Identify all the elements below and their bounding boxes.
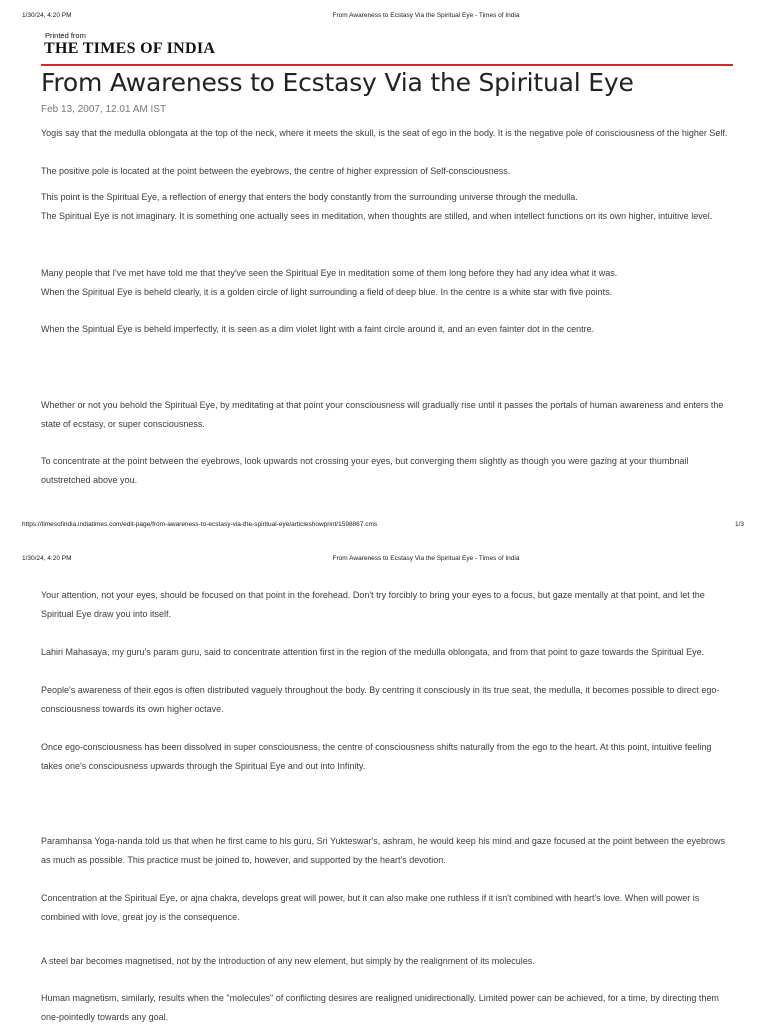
header-rule bbox=[41, 64, 733, 66]
paragraph: Lahiri Mahasaya, my guru's param guru, said to concentrate attention first in the region of the medulla oblongata, and from that point to gaze towards the Spiritual Eye. bbox=[41, 647, 705, 657]
paragraph: Human magnetism, similarly, results when the "molecules" of conflicting desires are realigned unidirectionally. Limited power can be achieved, for a time, by directing them one-pointedly towards any goal. bbox=[41, 993, 719, 1022]
paragraph: People's awareness of their egos is often distributed vaguely throughout the body. By centring it consciously in its true seat, the medulla, it becomes possible to direct ego-consciousness towards its own higher octave. bbox=[41, 685, 720, 714]
print-page-title: From Awareness to Ecstasy Via the Spiritual Eye - Times of India bbox=[332, 555, 520, 562]
brand-logo: THE TIMES OF INDIA bbox=[44, 40, 216, 57]
article-url: https://timesofindia.indiatimes.com/edit-page/from-awareness-to-ecstasy-via-the-spiritual-eye/articleshowprint/1598867.cms bbox=[22, 521, 378, 528]
paragraph: Whether or not you behold the Spiritual Eye, by meditating at that point your consciousness will gradually rise until it passes the portals of human awareness and enters the state of ecstasy, or super consciousness. bbox=[41, 400, 724, 429]
article-title: From Awareness to Ecstasy Via the Spiritual Eye bbox=[41, 68, 634, 97]
article-date: Feb 13, 2007, 12.01 AM IST bbox=[41, 104, 167, 115]
paragraph: Your attention, not your eyes, should be focused on that point in the forehead. Don't try forcibly to bring your eyes to a focus, but gaze mentally at that point, and let the Spiritual Eye draw you into itself. bbox=[41, 590, 705, 619]
print-timestamp: 1/30/24, 4:20 PM bbox=[22, 12, 72, 19]
paragraph: This point is the Spiritual Eye, a reflection of energy that enters the body constantly from the surrounding universe through the medulla. bbox=[41, 192, 578, 202]
paragraph: To concentrate at the point between the eyebrows, look upwards not crossing your eyes, but converging them slightly as though you were gazing at your thumbnail outstretched above you. bbox=[41, 456, 689, 485]
print-timestamp: 1/30/24, 4:20 PM bbox=[22, 555, 72, 562]
paragraph: Once ego-consciousness has been dissolved in super consciousness, the centre of consciousness shifts naturally from the ego to the heart. At this point, intuitive feeling takes one's consciousness upwards through the Spiritual Eye and out into Infinity. bbox=[41, 742, 712, 771]
print-header-page-2 bbox=[0, 555, 768, 567]
paragraph: Many people that I've met have told me that they've seen the Spiritual Eye in meditation some of them long before they had any idea what it was. bbox=[41, 268, 618, 278]
paragraph: The positive pole is located at the point between the eyebrows, the centre of higher expression of Self-consciousness. bbox=[41, 166, 511, 176]
print-page-title: From Awareness to Ecstasy Via the Spiritual Eye - Times of India bbox=[332, 12, 520, 19]
paragraph: A steel bar becomes magnetised, not by the introduction of any new element, but simply by the realignment of its molecules. bbox=[41, 956, 535, 966]
printed-from-label: Printed from bbox=[45, 31, 86, 40]
print-header bbox=[0, 12, 768, 24]
paragraph: Yogis say that the medulla oblongata at the top of the neck, where it meets the skull, is the seat of ego in the body. It is the negative pole of consciousness of the higher Self. bbox=[41, 128, 728, 138]
paragraph: When the Spiritual Eye is beheld clearly, it is a golden circle of light surrounding a field of deep blue. In the centre is a white star with five points. bbox=[41, 287, 613, 297]
paragraph: Concentration at the Spiritual Eye, or ajna chakra, develops great will power, but it can also make one ruthless if it isn't combined with heart's love. When will power is combined with love, great joy is the consequence. bbox=[41, 893, 700, 922]
paragraph: Paramhansa Yoga-nanda told us that when he first came to his guru, Sri Yukteswar's, ashram, he would keep his mind and gaze focused at the point between the eyebrows as much as possible. This practice must be joined to, however, and supported by the heart's devotion. bbox=[41, 836, 725, 865]
paragraph: The Spiritual Eye is not imaginary. It is something one actually sees in meditation, when thoughts are stilled, and when intellect functions on its own higher, intuitive level. bbox=[41, 211, 713, 221]
page-number: 1/3 bbox=[734, 521, 744, 528]
paragraph: When the Spiritual Eye is beheld imperfectly, it is seen as a dim violet light with a faint circle around it, and an even fainter dot in the centre. bbox=[41, 324, 595, 334]
print-footer bbox=[0, 521, 768, 533]
